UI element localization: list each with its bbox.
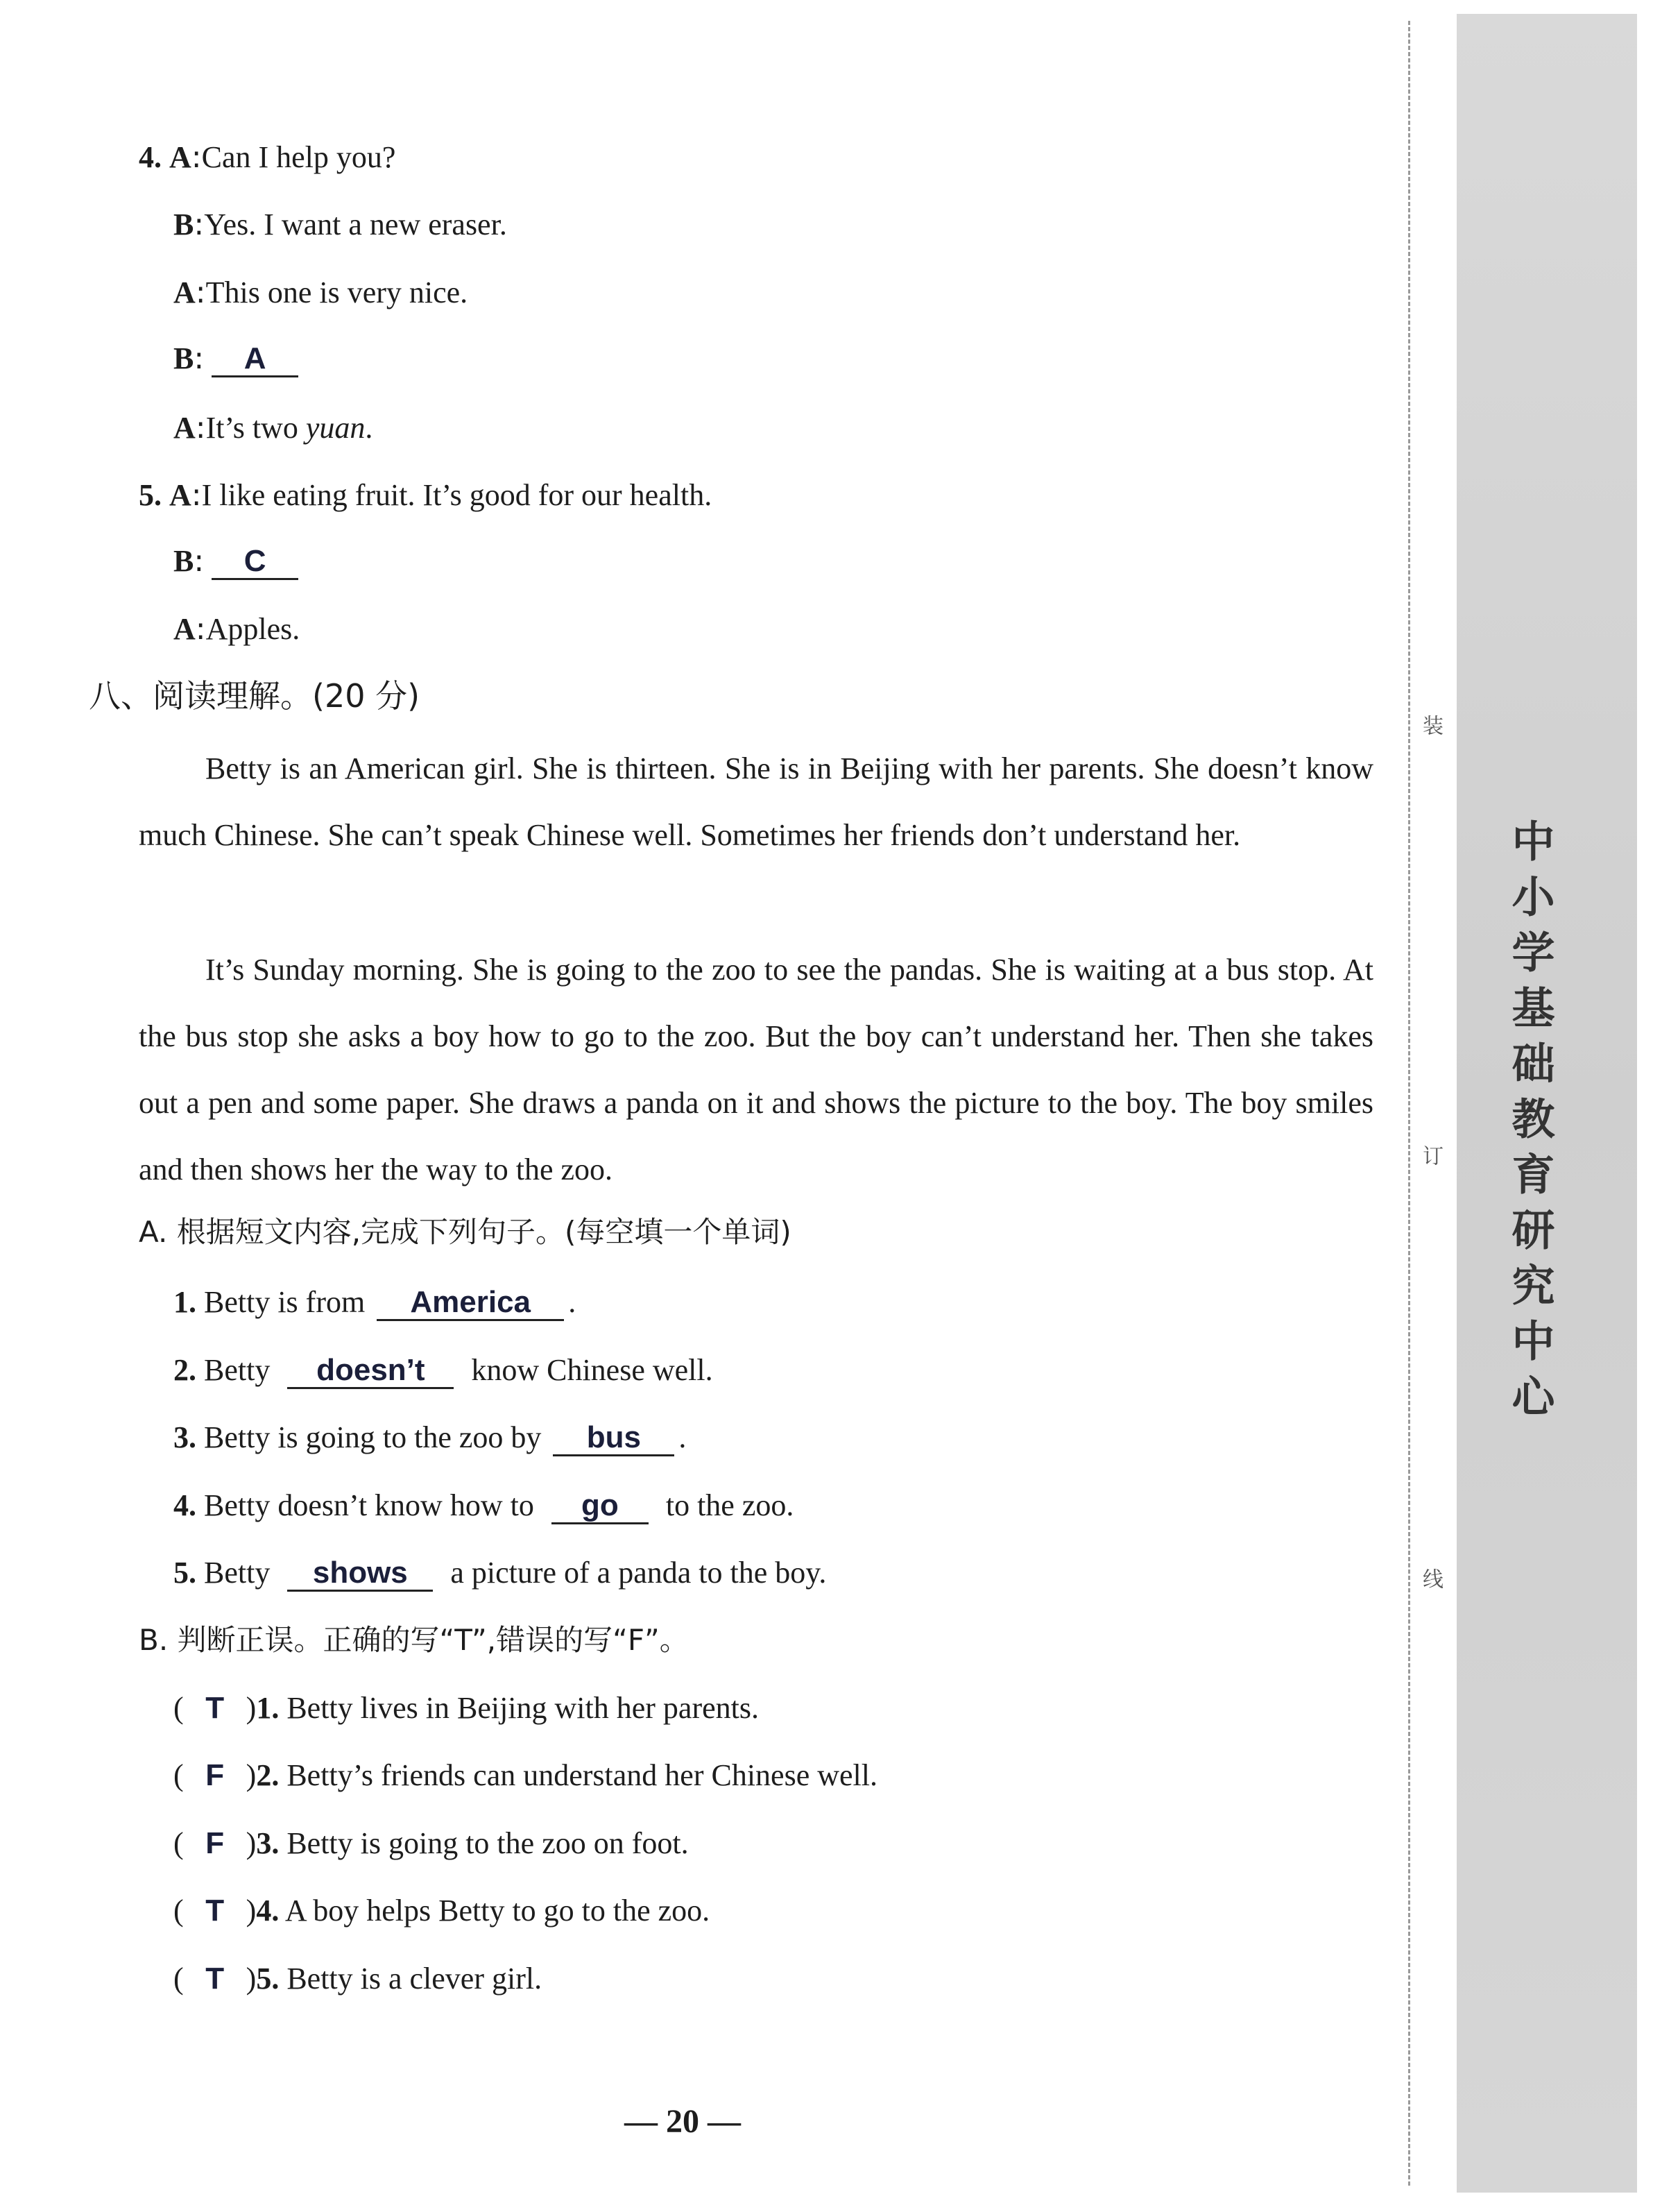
dialogue-text-italic: yuan bbox=[305, 411, 366, 445]
item-number: 2. bbox=[256, 1758, 280, 1792]
dialogue-5-line-3 bbox=[173, 611, 300, 647]
answer-blank[interactable]: A bbox=[212, 343, 298, 377]
colon: : bbox=[191, 477, 202, 513]
answer-blank[interactable]: bus bbox=[553, 1422, 674, 1456]
speaker: A bbox=[173, 612, 196, 646]
colon: : bbox=[195, 611, 206, 647]
dialogue-5-line-2 bbox=[173, 543, 298, 580]
paren-open: ( bbox=[173, 1826, 184, 1860]
part-b-title: B. 判断正误。正确的写“T”,错误的写“F”。 bbox=[139, 1623, 689, 1657]
item-number: 5. bbox=[256, 1962, 280, 1996]
fill-item-3 bbox=[173, 1422, 686, 1456]
item-number: 3. bbox=[173, 1420, 196, 1454]
part-a-title: A. 根据短文内容,完成下列句子。(每空填一个单词) bbox=[139, 1215, 791, 1249]
answer-blank[interactable]: C bbox=[212, 546, 298, 580]
item-number: 4. bbox=[256, 1894, 280, 1928]
item-text: Betty is going to the zoo on foot. bbox=[286, 1826, 689, 1860]
answer-blank[interactable]: America bbox=[377, 1287, 564, 1321]
paren-open: ( bbox=[173, 1962, 184, 1996]
item-text: know Chinese well. bbox=[471, 1353, 713, 1387]
item-text: to the zoo. bbox=[665, 1488, 794, 1522]
colon: : bbox=[194, 341, 205, 376]
speaker: A bbox=[169, 140, 191, 174]
colon: : bbox=[191, 139, 202, 175]
question-number: 4. bbox=[139, 140, 162, 174]
colon: : bbox=[194, 207, 205, 242]
dialogue-text: . bbox=[365, 411, 373, 445]
tf-answer[interactable]: F bbox=[205, 1826, 225, 1860]
item-text: Betty bbox=[204, 1353, 271, 1387]
item-text: Betty’s friends can understand her Chinese well. bbox=[286, 1758, 877, 1792]
tf-item-1 bbox=[173, 1693, 759, 1724]
page-number: — 20 — bbox=[624, 2103, 741, 2140]
item-text: Betty is going to the zoo by bbox=[204, 1420, 542, 1454]
paren-close: ) bbox=[246, 1691, 257, 1725]
item-number: 2. bbox=[173, 1353, 196, 1387]
item-text: . bbox=[678, 1420, 687, 1454]
fill-item-5 bbox=[173, 1558, 826, 1592]
tf-answer[interactable]: T bbox=[205, 1962, 225, 1996]
paren-open: ( bbox=[173, 1758, 184, 1792]
tf-answer[interactable]: T bbox=[205, 1894, 225, 1928]
tf-item-5 bbox=[173, 1964, 542, 1994]
question-number: 5. bbox=[139, 478, 162, 512]
passage-text: It’s Sunday morning. She is going to the zoo to see the pandas. She is waiting at a bus stop. At the bus stop she asks a boy how to go to the zoo. But the boy can’t understand her. Then she takes out a pen and some paper. She draws a panda on it and shows the picture to the boy. The boy smiles and then shows her the way to the zoo. bbox=[139, 953, 1373, 1186]
item-text: A boy helps Betty to go to the zoo. bbox=[284, 1894, 710, 1928]
tf-answer[interactable]: T bbox=[205, 1691, 225, 1725]
speaker: B bbox=[173, 341, 194, 375]
paren-close: ) bbox=[246, 1758, 257, 1792]
paren-close: ) bbox=[246, 1826, 257, 1860]
paren-close: ) bbox=[246, 1962, 257, 1996]
colon: : bbox=[195, 410, 206, 445]
item-number: 1. bbox=[256, 1691, 280, 1725]
dialogue-text: Apples. bbox=[205, 612, 300, 646]
answer-blank[interactable]: doesn’t bbox=[287, 1355, 454, 1389]
item-number: 3. bbox=[256, 1826, 280, 1860]
tf-item-3 bbox=[173, 1828, 689, 1859]
dialogue-text: Can I help you? bbox=[201, 140, 396, 174]
tf-item-4 bbox=[173, 1896, 710, 1926]
binding-mark-ding: 订 bbox=[1419, 1145, 1443, 1166]
binding-mark-xian: 线 bbox=[1419, 1568, 1443, 1589]
item-number: 5. bbox=[173, 1556, 196, 1590]
speaker: B bbox=[173, 544, 194, 578]
dialogue-text: This one is very nice. bbox=[205, 275, 468, 309]
dialogue-4-line-5 bbox=[173, 410, 373, 445]
item-text: Betty is from bbox=[204, 1285, 366, 1319]
dialogue-4-line-2 bbox=[173, 207, 507, 242]
item-number: 1. bbox=[173, 1285, 196, 1319]
binding-dashed-line bbox=[1408, 21, 1410, 2186]
answer-blank[interactable]: go bbox=[551, 1490, 649, 1524]
item-text: Betty bbox=[204, 1556, 271, 1590]
publisher-title: 中小学基础教育研究中心 bbox=[1505, 819, 1555, 1429]
colon: : bbox=[195, 275, 206, 310]
dialogue-5-line-1 bbox=[139, 477, 712, 513]
tf-answer[interactable]: F bbox=[205, 1758, 225, 1792]
fill-item-2 bbox=[173, 1355, 713, 1389]
fill-item-4 bbox=[173, 1490, 794, 1524]
dialogue-4-line-4 bbox=[173, 343, 298, 377]
tf-item-2 bbox=[173, 1760, 877, 1791]
item-text: . bbox=[568, 1285, 576, 1319]
section-heading: 八、阅读理解。(20 分) bbox=[89, 677, 420, 715]
speaker: A bbox=[173, 411, 196, 445]
paren-open: ( bbox=[173, 1894, 184, 1928]
dialogue-4-line-3 bbox=[173, 275, 468, 310]
paren-close: ) bbox=[246, 1894, 257, 1928]
dialogue-text: It’s two bbox=[205, 411, 306, 445]
item-text: Betty lives in Beijing with her parents. bbox=[286, 1691, 759, 1725]
passage-paragraph-2 bbox=[139, 937, 1373, 1203]
dialogue-text: Yes. I want a new eraser. bbox=[204, 207, 507, 241]
binding-mark-zhuang: 装 bbox=[1419, 715, 1443, 735]
passage-paragraph-1 bbox=[139, 735, 1373, 869]
passage-text: Betty is an American girl. She is thirteen. She is in Beijing with her parents. She doesn’t know much Chinese. She can’t speak Chinese well. Sometimes her friends don’t understand her. bbox=[139, 751, 1373, 852]
speaker: A bbox=[173, 275, 196, 309]
dialogue-text: I like eating fruit. It’s good for our health. bbox=[201, 478, 712, 512]
colon: : bbox=[194, 543, 205, 579]
paren-open: ( bbox=[173, 1691, 184, 1725]
item-text: Betty is a clever girl. bbox=[286, 1962, 542, 1996]
item-text: Betty doesn’t know how to bbox=[204, 1488, 534, 1522]
speaker: A bbox=[169, 478, 191, 512]
answer-blank[interactable]: shows bbox=[287, 1558, 433, 1592]
speaker: B bbox=[173, 207, 194, 241]
item-text: a picture of a panda to the boy. bbox=[450, 1556, 827, 1590]
item-number: 4. bbox=[173, 1488, 196, 1522]
fill-item-1 bbox=[173, 1287, 576, 1321]
dialogue-4-line-1 bbox=[139, 139, 396, 175]
